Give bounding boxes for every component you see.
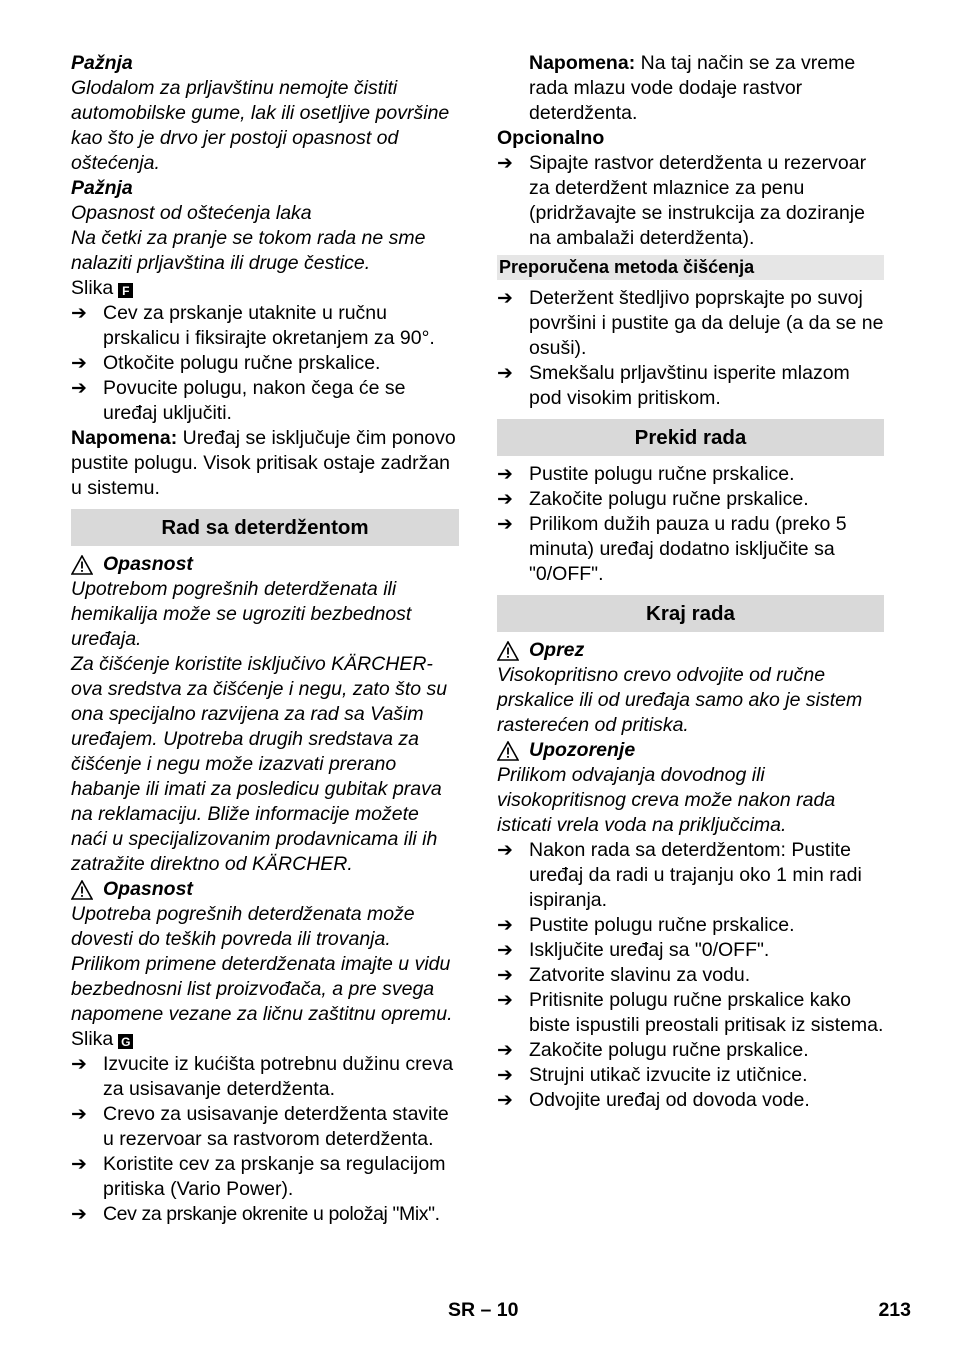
caution-text: Glodalom za prljavštinu nemojte čistiti automobilske gume, lak ili osetljive površine kao što je drvo jer postoji opasnost od oštećenja. [71,77,450,174]
arrow-right-icon: ➔ [497,1040,513,1061]
list-item [497,838,884,913]
step-text: Koristite cev za prskanje sa regulacijom pritiska (Vario Power). [103,1153,446,1200]
caution-heading: Pažnja [71,52,133,74]
step-text: Zatvorite slavinu za vodu. [529,964,751,986]
step-text: Sipajte rastvor deterdženta u rezervoar za deterdžent mlaznice za penu (pridržavajte se instrukcija za doziranje na ambalaži deterdženta). [529,152,867,249]
list-item [497,462,884,487]
list-item [497,938,884,963]
arrow-right-icon: ➔ [71,1054,87,1075]
step-text: Cev za prskanje okrenite u položaj "Mix". [103,1203,440,1225]
caution-heading: Pažnja [71,177,133,199]
step-text: Otkočite polugu ručne prskalice. [103,352,381,374]
note: Napomena: Na taj način se za vreme rada mlazu vode dodaje rastvor deterdženta. [529,52,856,124]
left-column [71,51,459,1227]
danger-text: Upotrebom pogrešnih deterdženata ili hemikalija može se ugroziti bezbednost uređaja. Za čišćenje koristite isključivo KÄRCHER-ova sredstva za čišćenje i negu, zato što su ona specijalno razvijena za rad sa Vašim uređajem. Upotreba drugih sredstava za čišćenje i negu može izazvati prerano habanje ili imati za posledicu gubitak prava na reklamaciju. Bliže informacije možete naći u specijalizovanim prodavnicama ili ih zatražite direktno od KÄRCHER. [71,578,448,875]
subsection-heading-method: Preporučena metoda čišćenja [497,255,884,280]
step-list [497,838,884,1113]
step-list [71,1052,459,1227]
warning-text: Prilikom odvajanja dovodnog ili visokopritisnog creva može nakon rada isticati vrela voda na priključcima. [497,764,836,836]
arrow-right-icon: ➔ [71,1104,87,1125]
list-item [71,301,459,351]
section-heading-pause: Prekid rada [497,419,884,456]
step-text: Pritisnite polugu ručne prskalice kako biste ispustili preostali pritisak iz sistema. [529,989,884,1036]
step-list [497,462,884,587]
list-item [497,1038,884,1063]
arrow-right-icon: ➔ [71,1204,87,1225]
warning-triangle-icon [497,641,519,661]
arrow-right-icon: ➔ [497,464,513,485]
page-label: SR – 10 [448,1299,519,1321]
step-text: Isključite uređaj sa "0/OFF". [529,939,770,961]
list-item [497,1063,884,1088]
list-item [71,1152,459,1202]
step-text: Povucite polugu, nakon čega će se uređaj uključiti. [103,377,406,424]
figure-ref: Slika G [71,1027,459,1052]
arrow-right-icon: ➔ [497,153,513,174]
figure-ref: Slika F [71,276,459,301]
step-text: Zakočite polugu ručne prskalice. [529,1039,809,1061]
arrow-right-icon: ➔ [71,353,87,374]
danger-heading: Opasnost [71,552,459,577]
list-item [71,1202,459,1227]
list-item [497,151,884,251]
arrow-right-icon: ➔ [497,1090,513,1111]
warning-triangle-icon [71,555,93,575]
arrow-right-icon: ➔ [497,363,513,384]
arrow-right-icon: ➔ [497,840,513,861]
arrow-right-icon: ➔ [497,990,513,1011]
step-list [71,301,459,426]
step-text: Smekšalu prljavštinu isperite mlazom pod visokim pritiskom. [529,362,850,409]
step-text: Cev za prskanje utaknite u ručnu prskalicu i fiksirajte okretanjem za 90°. [103,302,435,349]
arrow-right-icon: ➔ [497,288,513,309]
list-item [71,1102,459,1152]
arrow-right-icon: ➔ [497,915,513,936]
section-heading-detergent: Rad sa deterdžentom [71,509,459,546]
step-text: Nakon rada sa deterdžentom: Pustite uređaj da radi u trajanju oko 1 min radi ispiranja. [529,839,862,911]
arrow-right-icon: ➔ [497,965,513,986]
step-text: Strujni utikač izvucite iz utičnice. [529,1064,808,1086]
step-text: Prilikom dužih pauza u radu (preko 5 minuta) uređaj dodatno isključite sa "0/OFF". [529,513,847,585]
step-list [497,151,884,251]
page-number: 213 [878,1299,911,1321]
section-heading-end: Kraj rada [497,595,884,632]
list-item [497,1088,884,1113]
right-column [497,51,884,1113]
list-item [497,512,884,587]
step-text: Crevo za usisavanje deterdženta stavite u rezervoar sa rastvorom deterdženta. [103,1103,449,1150]
step-text: Pustite polugu ručne prskalice. [529,914,795,936]
danger-heading: Opasnost [71,877,459,902]
figure-f-icon: F [118,283,133,298]
danger-text: Upotreba pogrešnih deterdženata može dovesti do teških povreda ili trovanja. Prilikom primene deterdženata imajte u vidu bezbednosni list proizvođača, a pre svega napomene vezane za ličnu zaštitnu opremu. [71,903,453,1025]
arrow-right-icon: ➔ [71,378,87,399]
step-text: Pustite polugu ručne prskalice. [529,463,795,485]
caution-text: Visokopritisno crevo odvojite od ručne prskalice ili od uređaja samo ako je sistem rasterećen od pritiska. [497,664,863,736]
list-item [71,1052,459,1102]
warning-triangle-icon [497,741,519,761]
optional-heading: Opcionalno [497,127,605,149]
list-item [71,351,459,376]
arrow-right-icon: ➔ [71,1154,87,1175]
list-item [497,361,884,411]
caution-text: Opasnost od oštećenja laka Na četki za pranje se tokom rada ne sme nalaziti prljavština ili druge čestice. [71,202,426,274]
step-list [497,286,884,411]
list-item [71,376,459,426]
list-item [497,487,884,512]
step-text: Izvucite iz kućišta potrebnu dužinu creva za usisavanje deterdženta. [103,1053,454,1100]
caution-heading: Oprez [497,638,884,663]
step-text: Deteržent štedljivo poprskajte po suvoj površini i pustite ga da deluje (a da se ne osuši). [529,287,884,359]
arrow-right-icon: ➔ [497,489,513,510]
list-item [497,286,884,361]
figure-g-icon: G [118,1034,133,1049]
warning-heading: Upozorenje [497,738,884,763]
arrow-right-icon: ➔ [71,303,87,324]
arrow-right-icon: ➔ [497,514,513,535]
arrow-right-icon: ➔ [497,1065,513,1086]
warning-triangle-icon [71,880,93,900]
list-item [497,913,884,938]
step-text: Zakočite polugu ručne prskalice. [529,488,809,510]
list-item [497,988,884,1038]
arrow-right-icon: ➔ [497,940,513,961]
step-text: Odvojite uređaj od dovoda vode. [529,1089,810,1111]
list-item [497,963,884,988]
note: Napomena: Uređaj se isključuje čim ponovo pustite polugu. Visok pritisak ostaje zadržan u sistemu. [71,427,456,499]
